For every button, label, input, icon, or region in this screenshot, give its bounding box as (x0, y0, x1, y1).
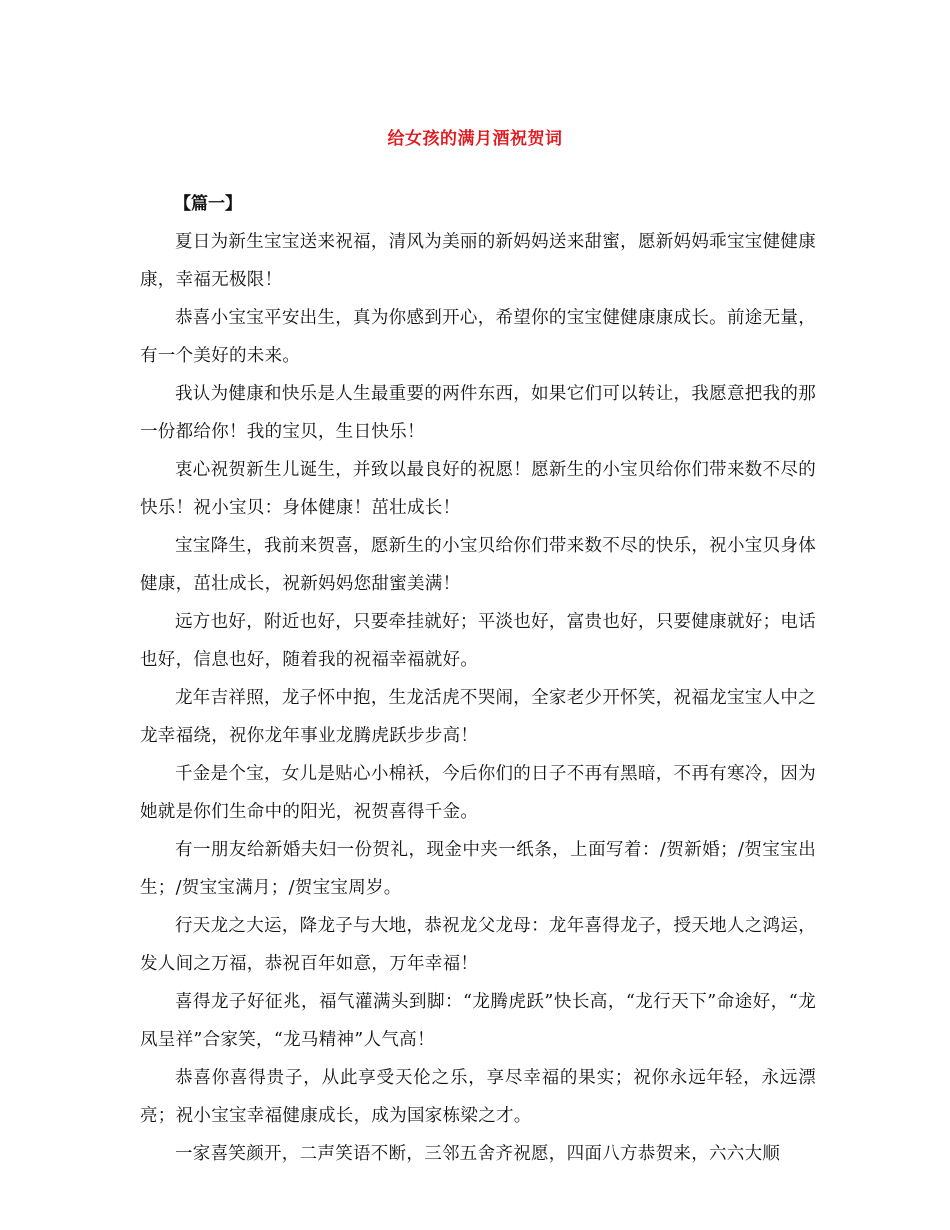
paragraph: 千金是个宝，女儿是贴心小棉袄，今后你们的日子不再有黑暗，不再有寒冷，因为她就是你们生命中的阳光，祝贺喜得千金。 (140, 764, 816, 822)
paragraph: 恭喜小宝宝平安出生，真为你感到开心，希望你的宝宝健健康康成长。前途无量，有一个美好的未来。 (140, 308, 816, 366)
document-title: 给女孩的满月酒祝贺词 (387, 129, 563, 149)
paragraph: 宝宝降生，我前来贺喜，愿新生的小宝贝给你们带来数不尽的快乐，祝小宝贝身体健康，茁壮成长，祝新妈妈您甜蜜美满！ (140, 536, 816, 594)
section-label: 【篇一】 (174, 194, 242, 214)
paragraph: 远方也好，附近也好，只要牵挂就好；平淡也好，富贵也好，只要健康就好；电话也好，信息也好，随着我的祝福幸福就好。 (140, 612, 816, 670)
paragraph: 恭喜你喜得贵子，从此享受天伦之乐，享尽幸福的果实；祝你永远年轻，永远漂亮；祝小宝宝幸福健康成长，成为国家栋梁之才。 (140, 1068, 816, 1126)
document-body (140, 185, 816, 1173)
paragraph: 夏日为新生宝宝送来祝福，清风为美丽的新妈妈送来甜蜜，愿新妈妈乖宝宝健健康康，幸福无极限！ (140, 232, 816, 290)
paragraph: 喜得龙子好征兆，福气灌满头到脚：“龙腾虎跃”快长高，“龙行天下”命途好，“龙凤呈祥”合家笑，“龙马精神”人气高！ (140, 992, 816, 1050)
paragraph: 龙年吉祥照，龙子怀中抱，生龙活虎不哭闹，全家老少开怀笑，祝福龙宝宝人中之龙幸福绕，祝你龙年事业龙腾虎跃步步高！ (140, 688, 816, 746)
paragraph: 有一朋友给新婚夫妇一份贺礼，现金中夹一纸条，上面写着：/贺新婚；/贺宝宝出生；/贺宝宝满月；/贺宝宝周岁。 (140, 840, 816, 898)
paragraph: 衷心祝贺新生儿诞生，并致以最良好的祝愿！愿新生的小宝贝给你们带来数不尽的快乐！祝小宝贝：身体健康！茁壮成长！ (140, 460, 816, 518)
paragraph: 行天龙之大运，降龙子与大地，恭祝龙父龙母：龙年喜得龙子，授天地人之鸿运，发人间之万福，恭祝百年如意，万年幸福！ (140, 916, 816, 974)
paragraph: 一家喜笑颜开，二声笑语不断，三邻五舍齐祝愿，四面八方恭贺来，六六大顺 (175, 1144, 781, 1164)
paragraph: 我认为健康和快乐是人生最重要的两件东西，如果它们可以转让，我愿意把我的那一份都给你！我的宝贝，生日快乐！ (140, 384, 816, 442)
